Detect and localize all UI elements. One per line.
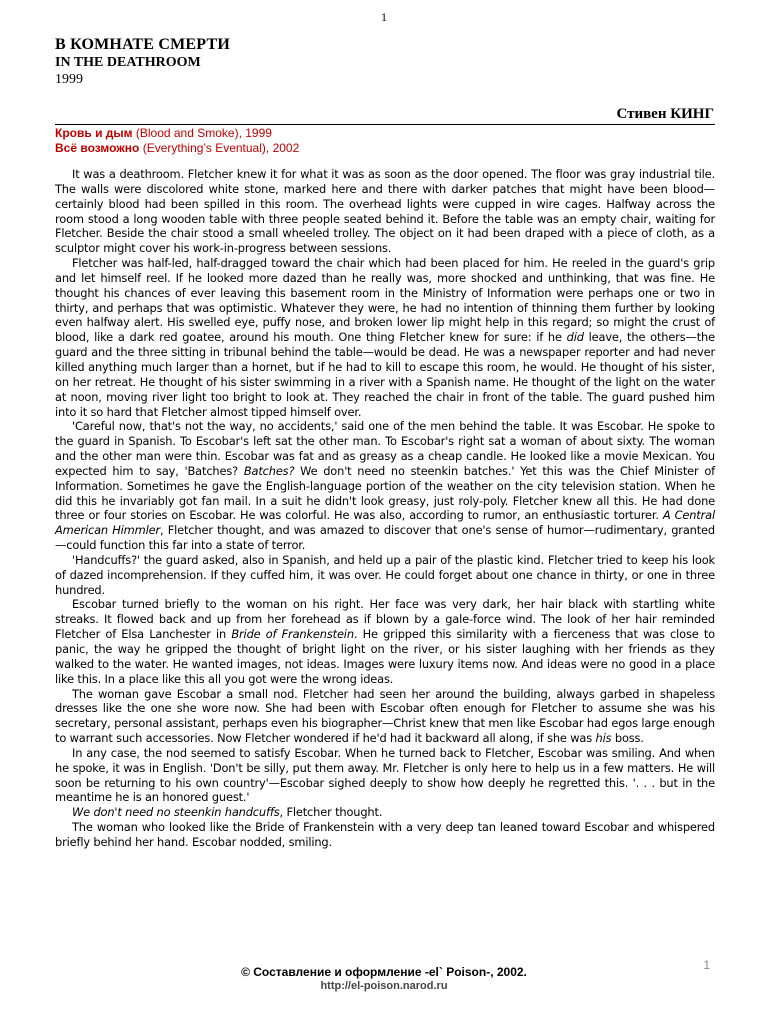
italic-text: did	[566, 330, 584, 345]
italic-text: Bride of Frankenstein	[231, 627, 354, 642]
text-run: The woman who looked like the Bride of Frankenstein with a very deep tan leaned toward Escobar and whispered briefly behind her hand. Escobar nodded, smiling.	[55, 820, 715, 849]
text-run: boss.	[611, 731, 644, 746]
page-number-bottom: 1	[703, 958, 710, 972]
collection-title-en: (Everything’s Eventual), 2002	[139, 141, 300, 155]
story-body	[55, 167, 715, 850]
paragraph	[55, 419, 715, 553]
text-run: Fletcher was half-led, half-dragged toward the chair which had been placed for him. He reeled in the guard's grip and let himself reel. If he looked more dazed than he really was, more shocked and unthinking, that was fine. He thought his chances of ever leaving this basement room in the Ministry of Information were perhaps one or two in thirty, and perhaps that was optimistic. Whatever they were, he had no intention of thinning them further by looking even halfway alert. His swelled eye, puffy nose, and broken lower lip might help in this regard; so might the crust of blood, like a dark red goatee, around his mouth. One thing Fletcher knew for sure: if he	[55, 256, 715, 345]
publication-line	[55, 141, 299, 155]
collection-title-ru: Кровь и дым	[55, 126, 133, 140]
paragraph	[55, 256, 715, 419]
text-run: , Fletcher thought, and was amazed to discover that one's sense of humor—rudimentary, granted—could function this far into a state of terror.	[55, 523, 715, 553]
text-run: leave, the others—the guard and the three sitting in tribunal behind the table—would be dead. He was a newspaper reporter and had never killed anything much larger than a hornet, but if he had to kill to escape this room, he would. He thought of his sister, on her retreat. He thought of his sister swimming in a river with a Spanish name. He thought of the light on the water at noon, moving river light too bright to look at. They reached the chair in front of the table. The guard pushed him into it so hard that Fletcher almost tipped himself over.	[55, 330, 715, 419]
english-title: IN THE DEATHROOM	[55, 55, 201, 70]
paragraph	[55, 167, 715, 256]
italic-text: Batches?	[243, 463, 295, 478]
text-run: We don't need no steenkin batches.' Yet this was the Chief Minister of Information. Sometimes he gave the English-language portion of the weather on the city television station. When he did this he invariably got fan mail. In a suit he didn't look greasy, just roly-poly. Fletcher knew all this. He had done three or four stories on Escobar. He was colorful. He was also, according to rumor, an enthusiastic torturer.	[55, 463, 716, 523]
author-name: Стивен КИНГ	[616, 106, 714, 122]
text-run: In any case, the nod seemed to satisfy Escobar. When he turned back to Fletcher, Escobar was smiling. And when he spoke, it was in English. 'Don't be silly, put them away. Mr. Fletcher is only here to help us in a few matters. He will soon be returning to his own country'—Escobar sighed deeply to show how deeply he regretted this. '. . . but in the meantime he is an honored guest.'	[55, 745, 715, 805]
page-number-top: 1	[381, 10, 387, 24]
collection-title-en: (Blood and Smoke), 1999	[132, 126, 272, 140]
text-run: The woman gave Escobar a small nod. Fletcher had seen her around the building, always garbed in shapeless dresses like the one she wore now. She had been with Escobar often enough for Fletcher to assume she was his secretary, personal assistant, perhaps even his biographer—Christ knew that men like Escobar had egos large enough to warrant such accessories. Now Fletcher wondered if he'd had it backward all along, if she was	[55, 686, 715, 746]
text-run: 'Handcuffs?' the guard asked, also in Spanish, and held up a pair of the plastic kind. Fletcher tried to keep his look of dazed incomprehension. If they cuffed him, it was over. He could forget about one chance in thirty, or one in three hundred.	[55, 552, 715, 597]
italic-text: A Central American Himmler	[55, 508, 715, 538]
italic-text: his	[595, 731, 612, 746]
paragraph	[55, 805, 715, 820]
text-run: , Fletcher thought.	[279, 805, 383, 820]
text-run: . He gripped this similarity with a fierceness that was close to panic, the way he gripped the thought of bright light on the river, or his sister laughing with her friends as they walked to the water. He wanted images, not ideas. Images were luxury items now. And ideas were no good in a place like this. In a place like this all you got were the wrong ideas.	[55, 627, 715, 686]
paragraph	[55, 820, 715, 850]
collection-title-ru: Всё возможно	[55, 141, 140, 155]
copyright-credit: © Составление и оформление -el` Poison-, 2002.	[241, 965, 527, 979]
paragraph	[55, 597, 715, 686]
text-run: Escobar turned briefly to the woman on his right. Her face was very dark, her hair black with startling white streaks. It flowed back and up from her forehead as if blown by a gale-force wind. The look of her hair reminded Fletcher of Elsa Lanchester in	[55, 597, 715, 642]
italic-text: We don't need no steenkin handcuffs	[72, 805, 280, 820]
text-run: It was a deathroom. Fletcher knew it for what it was as soon as the door opened. The floor was gray industrial tile. The walls were discolored white stone, marked here and there with darker patches that might have been blood—certainly blood had been spilled in this room. The overhead lights were cupped in wire cages. Halfway across the room stood a long wooden table with three people seated behind it. Before the table was an empty chair, waiting for Fletcher. Beside the chair stood a small wheeled trolley. The object on it had been draped with a piece of cloth, as a sculptor might cover his work-in-progress between sessions.	[55, 167, 715, 256]
paragraph	[55, 687, 715, 746]
site-url: http://el-poison.narod.ru	[320, 980, 448, 992]
page-title: В КОМНАТЕ СМЕРТИ	[55, 36, 230, 53]
paragraph	[55, 746, 715, 805]
publication-year: 1999	[55, 72, 83, 87]
paragraph	[55, 553, 715, 598]
text-run: 'Careful now, that's not the way, no accidents,' said one of the men behind the table. It was Escobar. He spoke to the guard in Spanish. To Escobar's left sat the other man. To Escobar's right sat a woman of about sixty. The woman and the other man were thin. Escobar was fat and as greasy as a cheap candle. He looked like a movie Mexican. You expected him to say, 'Batches?	[55, 419, 715, 478]
publication-line	[55, 126, 272, 140]
header-divider	[55, 124, 715, 125]
